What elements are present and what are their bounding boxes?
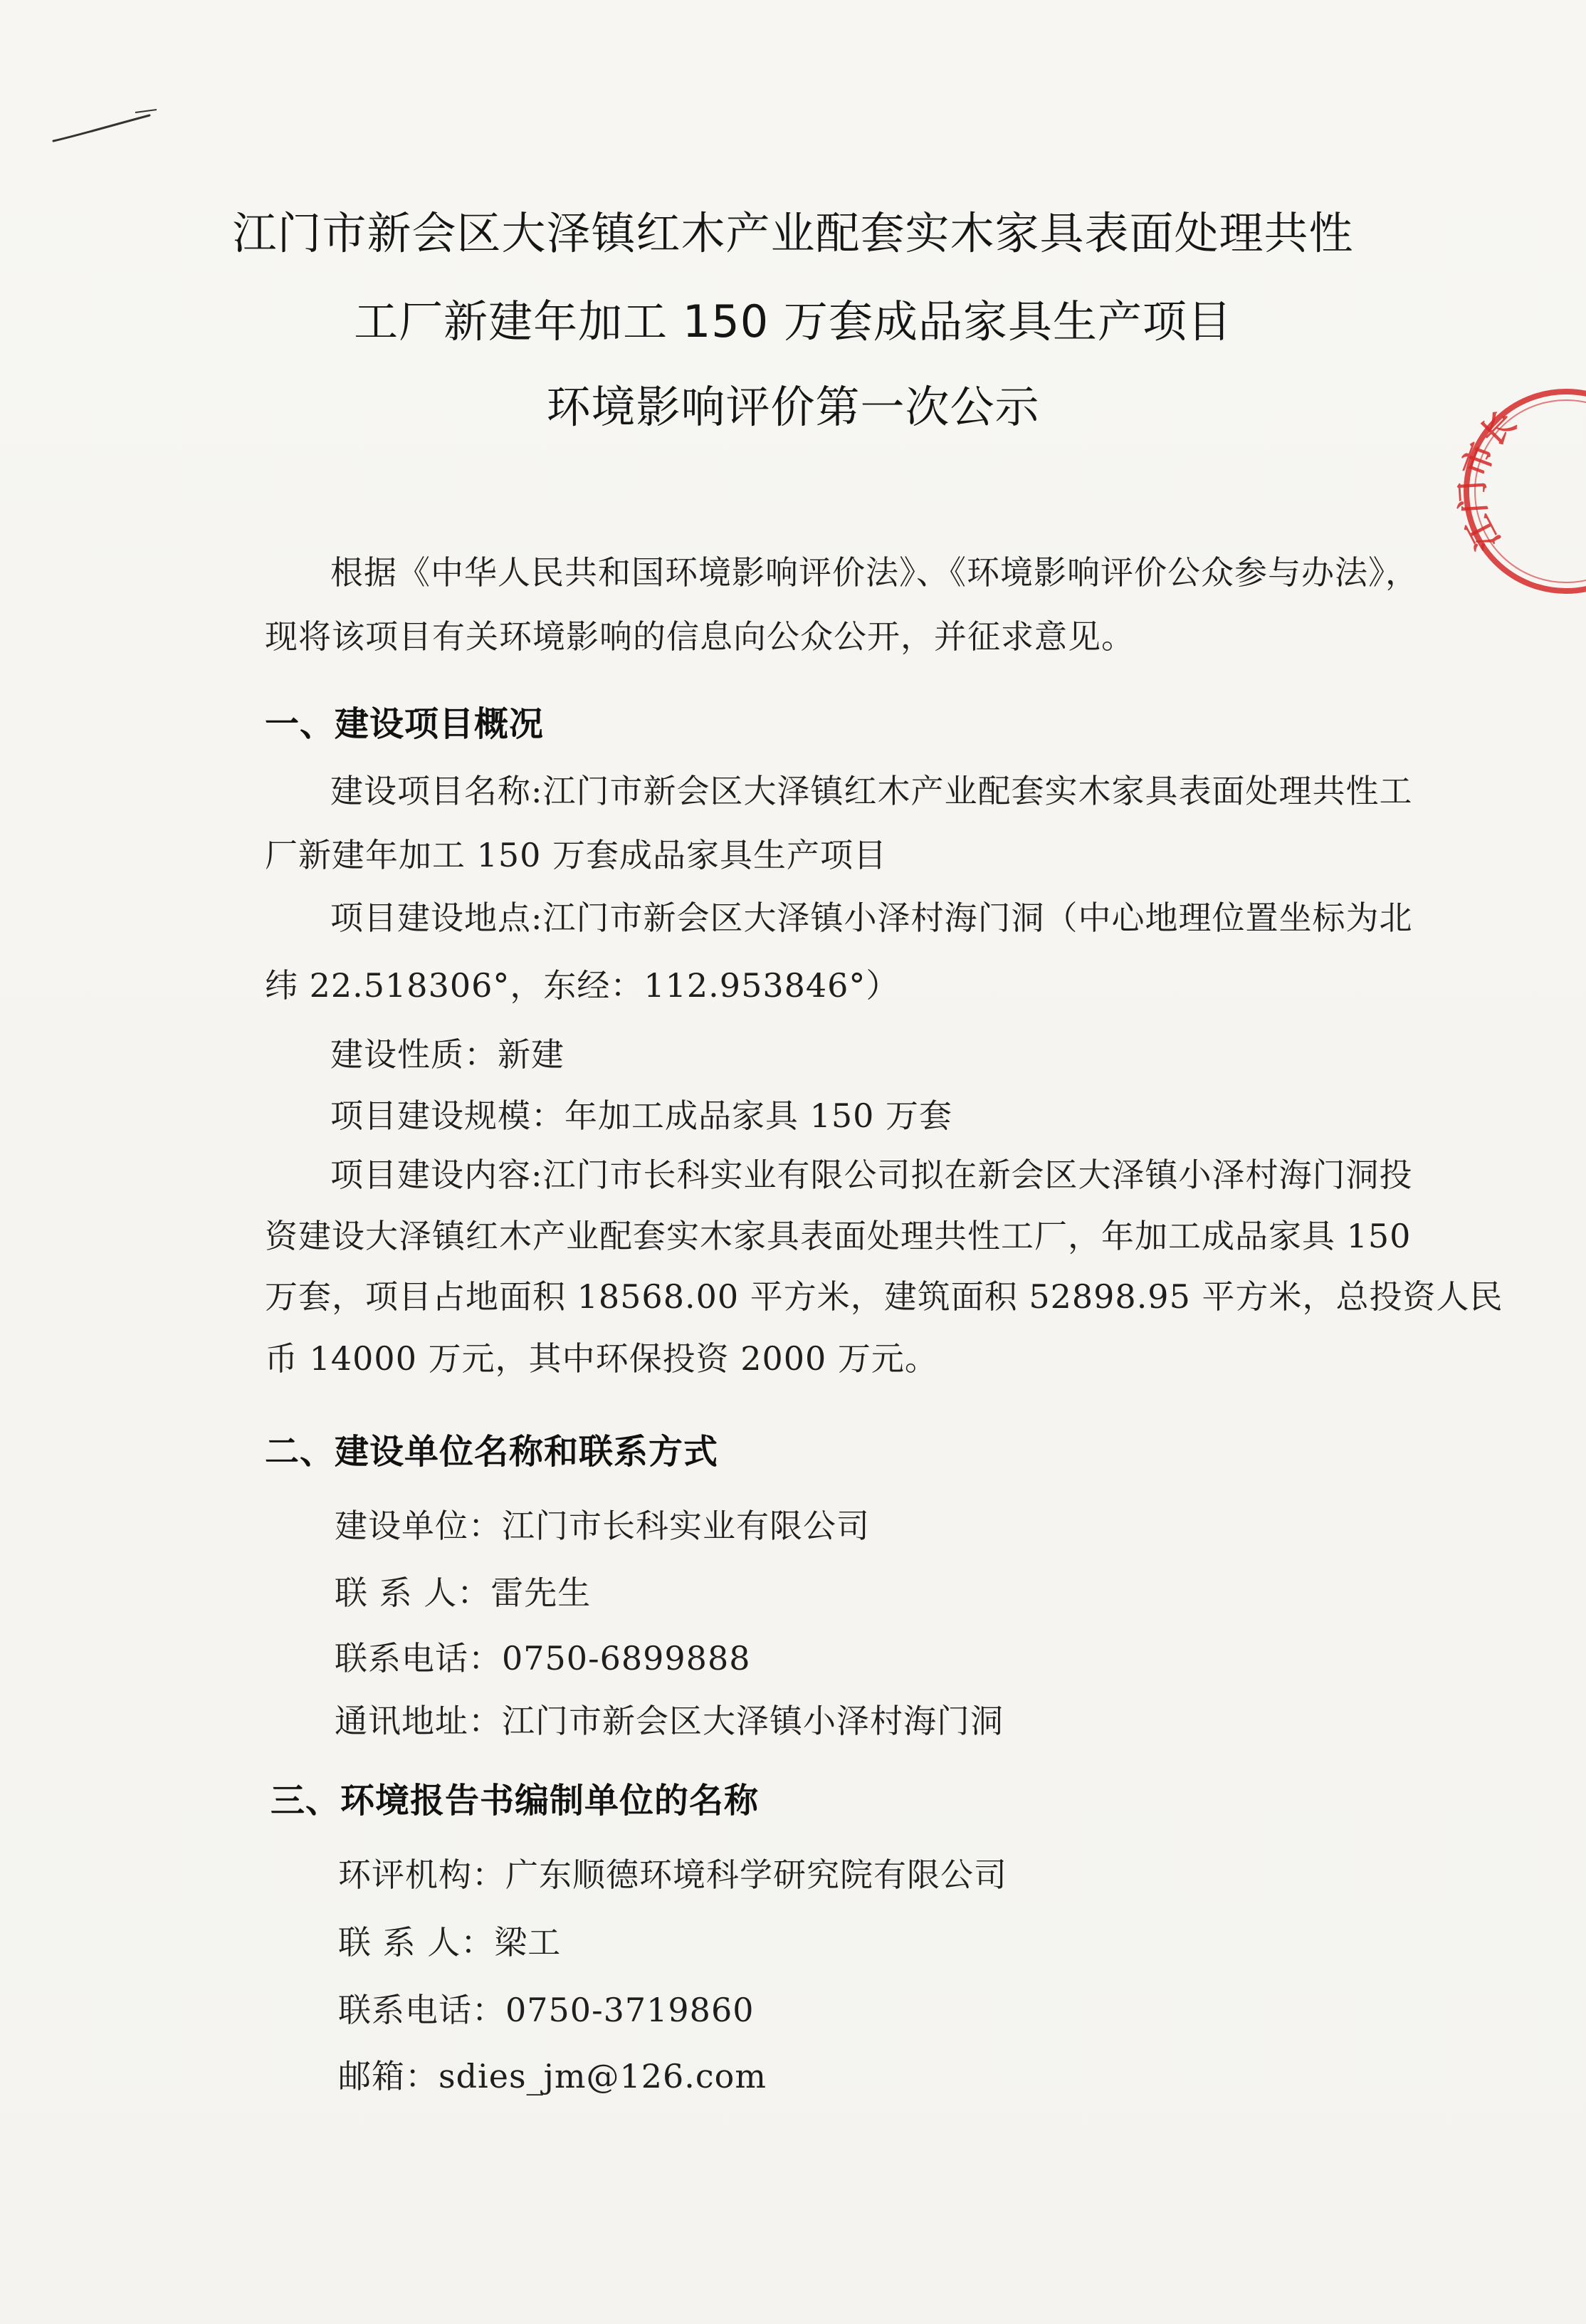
project-scale-value: 年加工成品家具 150 万套 (564, 1096, 953, 1135)
stamp-text: 江门市长 (1452, 403, 1523, 557)
eia-email-label: 邮箱： (338, 2057, 438, 2095)
project-location-value: 江门市新会区大泽镇小泽村海门洞（中心地理位置坐标为北 (542, 899, 1413, 937)
builder-unit-label: 建设单位： (335, 1507, 502, 1545)
project-nature-row (330, 1029, 564, 1076)
pen-stroke-mark (50, 107, 157, 150)
eia-org-row (338, 1849, 1007, 1896)
builder-contact-value: 雷先生 (490, 1574, 592, 1612)
section-3-heading: 三、环境报告书编制单位的名称 (271, 1781, 760, 1821)
project-content-line-2: 资建设大泽镇红木产业配套实木家具表面处理共性工厂，年加工成品家具 150 (265, 1217, 1412, 1255)
eia-email-row (338, 2051, 767, 2098)
intro-line-1: 根据《中华人民共和国环境影响评价法》、《环境影响评价公众参与办法》， (330, 553, 1419, 592)
eia-contact-value: 梁工 (494, 1923, 562, 1962)
section-2-heading: 二、建设单位名称和联系方式 (265, 1432, 719, 1472)
eia-org-value: 广东顺德环境科学研究院有限公司 (505, 1855, 1007, 1894)
eia-phone-value: 0750-3719860 (505, 1991, 755, 2029)
project-content-line-3: 万套，项目占地面积 18568.00 平方米，建筑面积 52898.95 平方米，总投资人民 (265, 1277, 1503, 1316)
builder-address-label: 通讯地址： (335, 1702, 502, 1740)
project-name-row (330, 765, 1413, 812)
eia-phone-label: 联系电话： (338, 1991, 505, 2029)
project-name-line-2: 厂新建年加工 150 万套成品家具生产项目 (265, 836, 888, 874)
document-title-line-3: 环境影响评价第一次公示 (546, 381, 1040, 433)
project-name-value: 江门市新会区大泽镇红木产业配套实木家具表面处理共性工 (542, 772, 1413, 810)
eia-phone-row (338, 1984, 754, 2031)
project-location-label: 项目建设地点: (330, 899, 543, 937)
document-title-line-1: 江门市新会区大泽镇红木产业配套实木家具表面处理共性 (232, 207, 1354, 259)
project-location-line-2: 纬 22.518306°，东经：112.953846°） (265, 966, 900, 1005)
builder-address-value: 江门市新会区大泽镇小泽村海门洞 (502, 1702, 1004, 1740)
project-content-label: 项目建设内容: (330, 1156, 543, 1194)
builder-unit-value: 江门市长科实业有限公司 (502, 1507, 870, 1545)
eia-contact-row (338, 1917, 561, 1964)
builder-phone-row (335, 1633, 750, 1680)
eia-org-label: 环评机构： (338, 1855, 505, 1894)
project-location-row (330, 892, 1413, 939)
intro-line-2: 现将该项目有关环境影响的信息向公众公开，并征求意见。 (265, 617, 1135, 656)
eia-email-value[interactable]: sdies_jm@126.com (438, 2057, 767, 2095)
project-nature-value: 新建 (498, 1035, 564, 1074)
project-content-line-4: 币 14000 万元，其中环保投资 2000 万元。 (265, 1339, 938, 1378)
project-name-label: 建设项目名称: (330, 772, 543, 810)
builder-contact-label: 联 系 人： (335, 1574, 491, 1612)
builder-phone-label: 联系电话： (335, 1639, 502, 1677)
project-content-row (330, 1149, 1413, 1196)
builder-unit-row (335, 1500, 870, 1547)
builder-address-row (335, 1695, 1004, 1742)
builder-contact-row (335, 1567, 591, 1614)
section-1-heading: 一、建设项目概况 (265, 704, 545, 744)
builder-phone-value: 0750-6899888 (502, 1639, 751, 1677)
project-scale-label: 项目建设规模： (330, 1096, 564, 1135)
eia-contact-label: 联 系 人： (338, 1923, 495, 1962)
document-title-line-2: 工厂新建年加工 150 万套成品家具生产项目 (354, 295, 1232, 347)
project-scale-row (330, 1090, 952, 1137)
project-nature-label: 建设性质： (330, 1035, 498, 1074)
project-content-value: 江门市长科实业有限公司拟在新会区大泽镇小泽村海门洞投 (542, 1156, 1413, 1194)
